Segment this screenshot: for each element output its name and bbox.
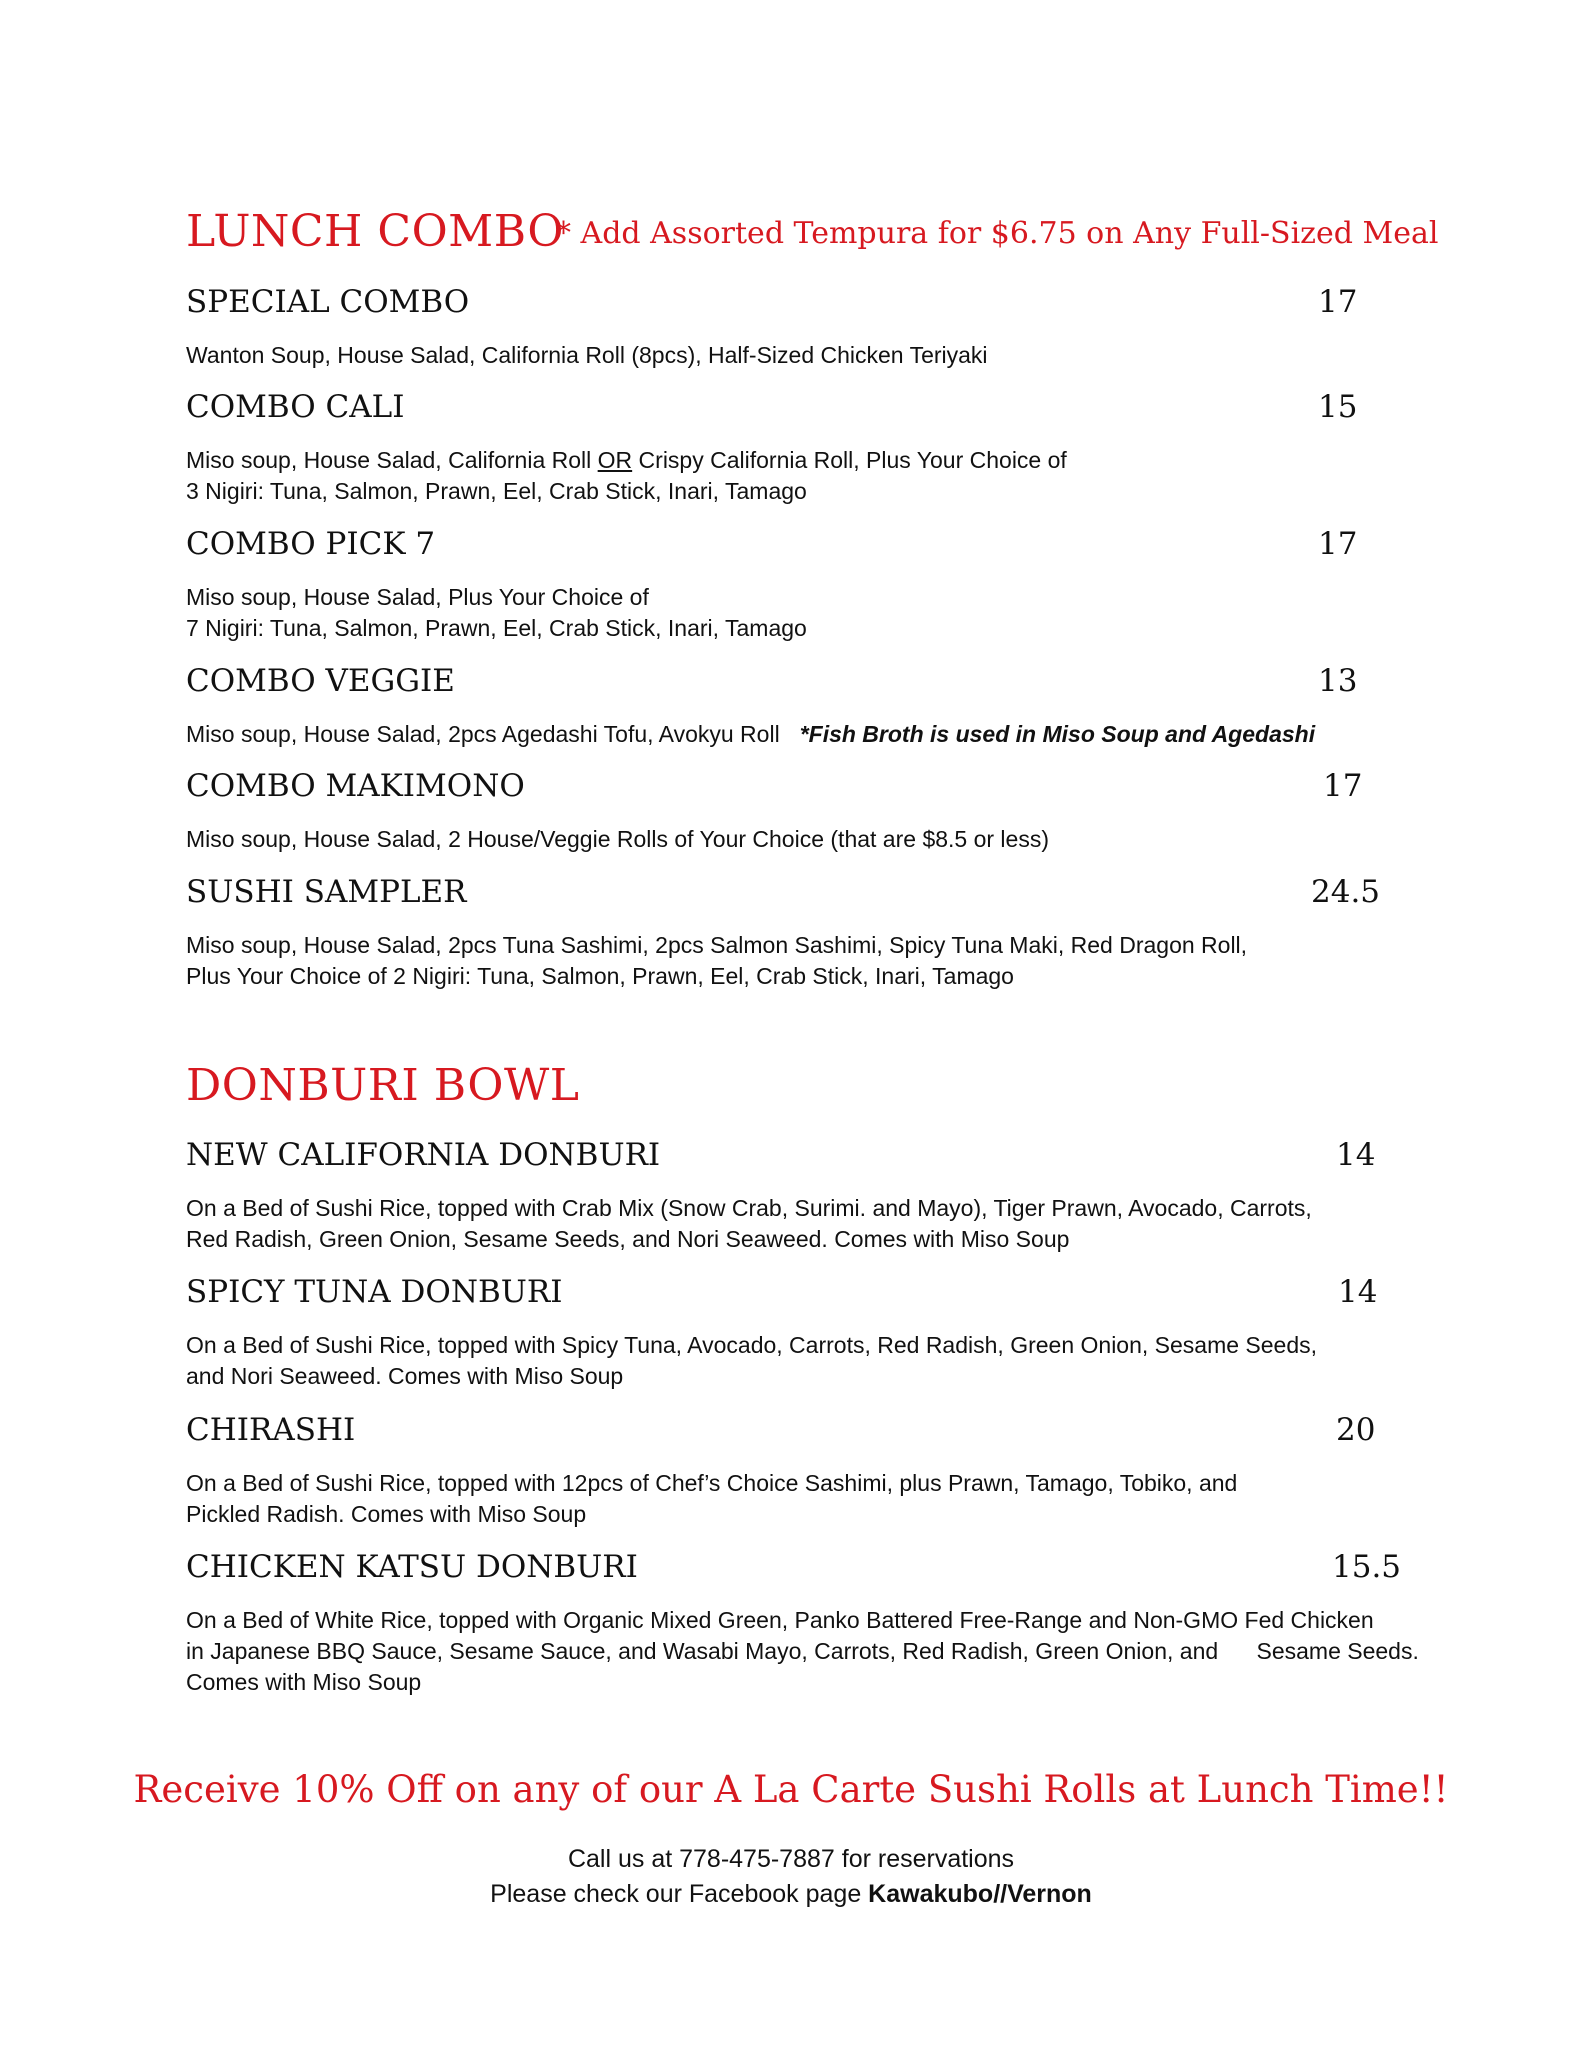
item-price: 17 bbox=[1323, 768, 1363, 804]
description-line: 3 Nigiri: Tuna, Salmon, Prawn, Eel, Crab Stick, Inari, Tamago bbox=[186, 478, 807, 504]
description-text: Miso soup, House Salad, California Roll bbox=[186, 447, 598, 473]
description-line: and Nori Seaweed. Comes with Miso Soup bbox=[186, 1363, 624, 1389]
item-price: 15.5 bbox=[1332, 1549, 1402, 1585]
facebook-page-name: Kawakubo//Vernon bbox=[868, 1880, 1092, 1908]
item-description bbox=[186, 719, 1315, 750]
description-text: Crispy California Roll, Plus Your Choice of bbox=[632, 447, 1067, 473]
description-line: Plus Your Choice of 2 Nigiri: Tuna, Salmon, Prawn, Eel, Crab Stick, Inari, Tamago bbox=[186, 963, 1014, 989]
item-description bbox=[186, 1193, 1312, 1255]
description-line: Wanton Soup, House Salad, California Roll (8pcs), Half-Sized Chicken Teriyaki bbox=[186, 342, 988, 368]
item-name: SPICY TUNA DONBURI bbox=[186, 1274, 563, 1310]
description-line bbox=[186, 719, 1315, 750]
item-description bbox=[186, 824, 1049, 855]
item-description bbox=[186, 582, 807, 644]
item-name: CHICKEN KATSU DONBURI bbox=[186, 1549, 638, 1585]
description-line: On a Bed of Sushi Rice, topped with Crab Mix (Snow Crab, Surimi. and Mayo), Tiger Prawn, Avocado, Carrots, bbox=[186, 1195, 1312, 1221]
item-price: 14 bbox=[1338, 1274, 1378, 1310]
item-description bbox=[186, 340, 988, 371]
item-price: 14 bbox=[1336, 1137, 1376, 1173]
description-line: Miso soup, House Salad, 2 House/Veggie Rolls of Your Choice (that are $8.5 or less) bbox=[186, 826, 1049, 852]
item-description bbox=[186, 930, 1247, 992]
item-description bbox=[186, 1468, 1237, 1530]
description-line: On a Bed of Sushi Rice, topped with 12pcs of Chef’s Choice Sashimi, plus Prawn, Tamago, Tobiko, and bbox=[186, 1470, 1238, 1496]
description-line: Miso soup, House Salad, Plus Your Choice of bbox=[186, 584, 649, 610]
item-name: CHIRASHI bbox=[186, 1412, 356, 1448]
item-name: NEW CALIFORNIA DONBURI bbox=[186, 1137, 661, 1173]
description-text: Miso soup, House Salad, 2pcs Agedashi Tofu, Avokyu Roll bbox=[186, 721, 780, 747]
description-line: Red Radish, Green Onion, Sesame Seeds, and Nori Seaweed. Comes with Miso Soup bbox=[186, 1226, 1070, 1252]
item-price: 17 bbox=[1318, 526, 1358, 562]
item-name: COMBO CALI bbox=[186, 389, 405, 425]
item-name: COMBO PICK 7 bbox=[186, 526, 436, 562]
fish-broth-note: *Fish Broth is used in Miso Soup and Agedashi bbox=[799, 721, 1316, 747]
item-description bbox=[186, 1330, 1317, 1392]
facebook-line-text: Please check our Facebook page bbox=[490, 1880, 869, 1908]
description-line: On a Bed of White Rice, topped with Organic Mixed Green, Panko Battered Free-Range and Non-GMO Fed Chicken bbox=[186, 1607, 1374, 1633]
donburi-bowl-title: DONBURI BOWL bbox=[186, 1060, 580, 1111]
description-line: 7 Nigiri: Tuna, Salmon, Prawn, Eel, Crab Stick, Inari, Tamago bbox=[186, 615, 807, 641]
item-name: SPECIAL COMBO bbox=[186, 284, 470, 320]
item-price: 17 bbox=[1318, 284, 1358, 320]
tempura-note: * Add Assorted Tempura for $6.75 on Any Full-Sized Meal bbox=[556, 216, 1439, 251]
description-line bbox=[186, 445, 1067, 476]
description-line: Comes with Miso Soup bbox=[186, 1669, 422, 1695]
description-line: Miso soup, House Salad, 2pcs Tuna Sashimi, 2pcs Salmon Sashimi, Spicy Tuna Maki, Red Dragon Roll, bbox=[186, 932, 1248, 958]
description-line: Pickled Radish. Comes with Miso Soup bbox=[186, 1501, 587, 1527]
description-line: On a Bed of Sushi Rice, topped with Spicy Tuna, Avocado, Carrots, Red Radish, Green Onion, Sesame Seeds, bbox=[186, 1332, 1318, 1358]
item-price: 24.5 bbox=[1311, 874, 1381, 910]
item-name: COMBO VEGGIE bbox=[186, 663, 455, 699]
lunch-combo-title: LUNCH COMBO bbox=[186, 206, 564, 257]
facebook-line bbox=[0, 1880, 1582, 1909]
or-emphasis: OR bbox=[597, 447, 633, 473]
item-description bbox=[186, 445, 1067, 507]
item-price: 13 bbox=[1318, 663, 1358, 699]
item-name: SUSHI SAMPLER bbox=[186, 874, 467, 910]
reservation-phone-line: Call us at 778-475-7887 for reservations bbox=[567, 1845, 1015, 1873]
description-line: in Japanese BBQ Sauce, Sesame Sauce, and Wasabi Mayo, Carrots, Red Radish, Green Onion, and Sesame Seeds. bbox=[186, 1638, 1419, 1664]
lunch-discount-promo: Receive 10% Off on any of our A La Carte Sushi Rolls at Lunch Time!! bbox=[133, 1768, 1449, 1811]
item-description bbox=[186, 1605, 1419, 1698]
item-name: COMBO MAKIMONO bbox=[186, 768, 525, 804]
item-price: 15 bbox=[1318, 389, 1358, 425]
item-price: 20 bbox=[1336, 1412, 1376, 1448]
